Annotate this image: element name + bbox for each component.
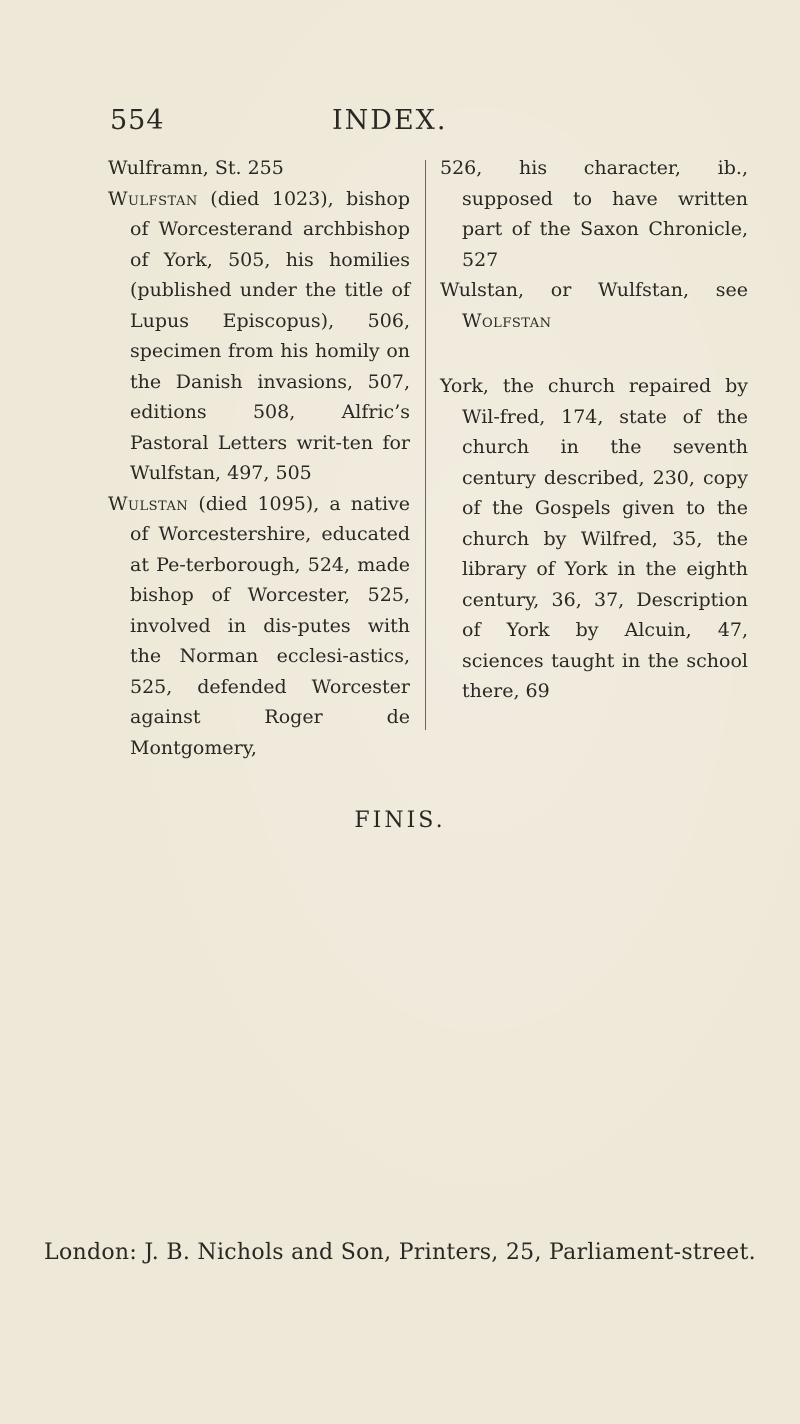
index-column-left [108,153,410,763]
index-entry-wulstan-continued: 526, his character, ib., supposed to have written part of the Saxon Chronicle, 527 [440,157,748,271]
entry-head: Wulstan [108,492,189,515]
index-entry-wulfstan [108,184,410,489]
finis-mark: FINIS. [354,808,446,833]
index-entry-wulframn [108,153,410,184]
index-entry-wulstan-cross-reference [440,275,748,336]
entry-body: , St. 255 [202,157,284,179]
entry-head: Wulfstan [108,187,198,210]
index-column-right [440,153,748,707]
index-entry-york: York, the church repaired by Wil-fred, 174, state of the church in the seventh century described, 230, copy of the Gospels given to the church by Wilfred, 35, the library of York in the eighth century, 36, 37, Description of York by Alcuin, 47, sciences taught in the school there, 69 [440,375,748,702]
entry-head: Wulframn [108,157,203,179]
entry-body: (died 1023), bishop of Worcesterand archbishop of York, 505, his homilies (published under the title of Lupus Episcopus), 506, specimen from his homily on the Danish invasions, 507, editions 508, Alfric’s Pastoral Letters writ-ten for Wulfstan, 497, 505 [130,187,410,484]
entry-body: (died 1095), a native of Worcestershire, educated at Pe-terborough, 524, made bishop of Worcester, 525, involved in dis-putes with the Norman ecclesi-astics, 525, defended Worcester against Roger de Montgomery, [130,492,410,759]
page-header [110,105,710,145]
column-divider [425,160,426,730]
running-title: INDEX. [332,105,448,136]
page-number: 554 [110,105,165,136]
cross-reference: Wolfstan [462,309,552,332]
index-entry-wulstan [108,489,410,764]
entry-body: Wulstan, or Wulfstan, see [440,279,748,301]
printer-imprint: London: J. B. Nichols and Son, Printers, 25, Parliament-street. [44,1240,756,1265]
